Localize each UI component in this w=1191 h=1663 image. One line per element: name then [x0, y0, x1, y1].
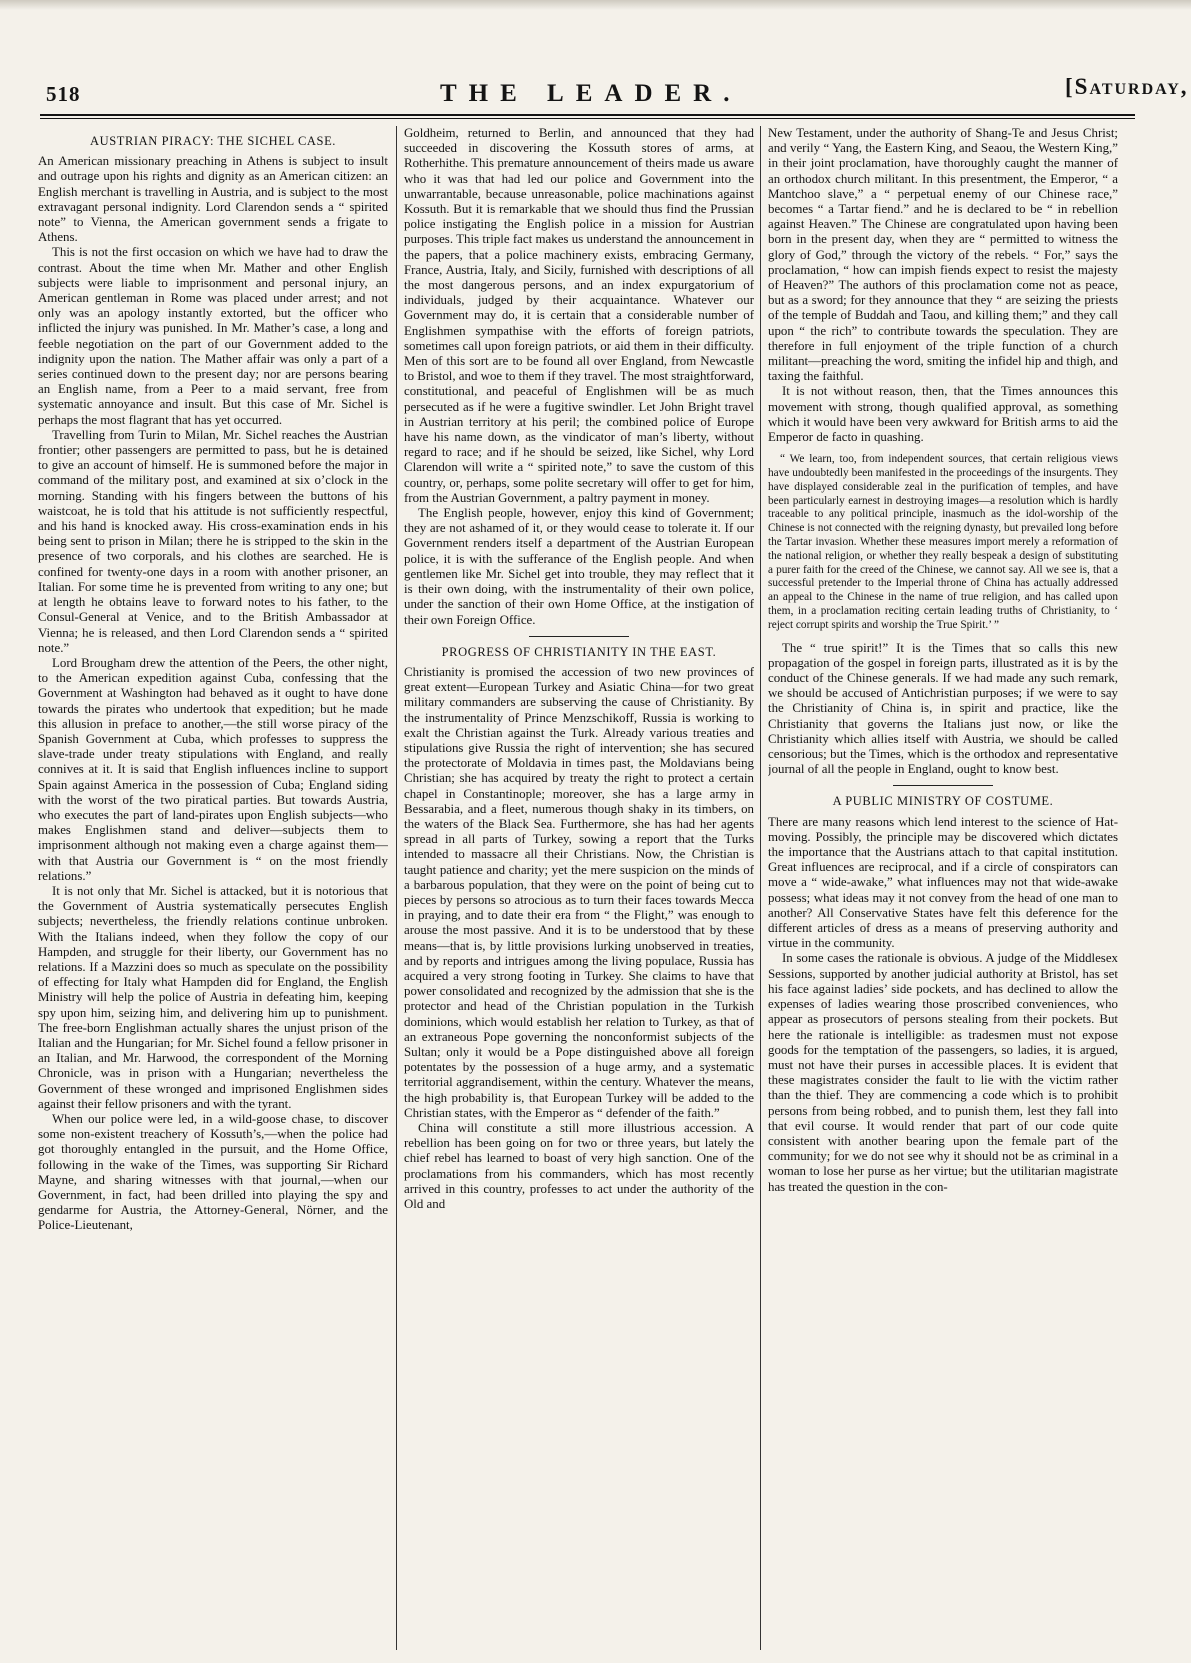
article-paragraph: China will constitute a still more illustrious accession. A rebellion has been going on for two or three years, but lately the chief rebel has learned to boast of very high sanction. One of the proclamations from his commanders, which has most recently arrived in this country, professes to act under the authority of the Old and: [404, 1121, 754, 1212]
column-3: [768, 126, 1118, 1650]
page-number: 518: [46, 82, 81, 106]
article-paragraph: The English people, however, enjoy this kind of Government; they are not ashamed of it, or they would cease to tolerate it. If our Government renders itself a department of the Austrian European police, it is with the sufferance of the English people. And when gentlemen like Mr. Sichel get into trouble, they may reflect that it is their own doing, with the instrumentality of their own police, under the sanction of their own Home Office, at the instigation of their own Foreign Office.: [404, 506, 754, 627]
header-rule: [40, 114, 1135, 119]
quote-text: “ We learn, too, from independent sources, that certain religious views have undoubtedly been manifested in the proceedings of the insurgents. They have displayed considerable zeal in the purification of temples, and have been particularly earnest in destroying images—a resolution which is hardly traceable to any political principle, inasmuch as the idol-worship of the Chinese is not connected with the reigning dynasty, but prevailed long before the Tartar invasion. Whether these measures import merely a reformation of the national religion, or whether they really bespeak a design of substituting a purer faith for the creed of the Chinese, we cannot say. All we see is, that a successful pretender to the Imperial throne of China has actually addressed an appeal to the Chinese in the name of true religion, and has called upon them, in a proclamation reciting certain leading truths of Christianity, to ‘ reject corrupt spirits and worship the True Spirit.’ ”: [768, 453, 1118, 631]
article-title: A PUBLIC MINISTRY OF COSTUME.: [832, 794, 1054, 809]
article-separator: [893, 785, 993, 786]
article-paragraph: Christianity is promised the accession of two new provinces of great extent—European Turkey and Asiatic China—for two great military commanders are subserving the cause of Christianity. By the instrumentality of Prince Menzschikoff, Russia is working to exalt the Christian against the Turk. Already various treaties and stipulations give Russia the right of intervention; she has secured the protectorate of Moldavia in times past, the Moldavians being Christian; she has acquired by treaty the right to protect a certain chapel in Constantinople; moreover, she has a large army in Bessarabia, and a fleet, numerous though shaky in its timbers, on the waters of the Black Sea. Furthermore, she has had her agents spread in all parts of Turkey, sowing a report that the Turks intended to massacre all their Christians. Now, the Christian is taught patience and charity; yet the mere suspicion on the minds of a barbarous population, that they were on the point of being cut to pieces by persons so atrocious as to turn their faces towards Mecca in praying, and to date their era from “ the Flight,” was enough to arouse the most passive. And it is to be understood that by these means—that is, by little provisions lurking unobserved in treaties, and by reports and intrigues among the living populace, Russia has acquired a very strong footing in Turkey. She claims to have that power consolidated and recognized by the admission that she is the protector and head of the Christian population in the Turkish dominions, which would establish her relation to Turkey, as that of an extraneous Pope governing the nonconformist subjects of the Sultan; only it would be a Pope distinguished above all foreign potentates by the possession of a huge army, and a systematic territorial aggrandisement, within the century. Whatever the means, the high probability is, that European Turkey will be added to the Christian states, with the Emperor as “ defender of the faith.”: [404, 664, 754, 1120]
article-separator: [529, 636, 629, 637]
article-paragraph: Travelling from Turin to Milan, Mr. Sichel reaches the Austrian frontier; other passengers are permitted to pass, but he is detained to give an account of himself. He is summoned before the major in command of the military post, and examined at six o’clock in the morning. Standing with his fingers between the buttons of his waistcoat, he is told that his attitude is not sufficiently respectful, and his hand is knocked away. His cross-examination ends in his being sent to prison in Milan; there he is stripped to the skin in the presence of two corporals, and his clothes are searched. He is confined for twenty-one days in a room with another prisoner, an Italian. For some time he is prevented from writing to any one; but at length he obtains leave to forward notes to his father, to the Consul-General at Venice, and to the British Ambassador at Vienna; he is released, and then Lord Clarendon sends a “ spirited note.”: [38, 427, 388, 655]
masthead: THE LEADER.: [440, 80, 742, 107]
article-paragraph-continued: New Testament, under the authority of Shang-Te and Jesus Christ; and verily “ Yang, the Eastern King, and Seaou, the Western King,” in their joint proclamation, have thoroughly caught the manner of an orthodox church militant. In this presentment, the Emperor, “ a Mantchoo slave,” a “ perpetual enemy of our Chinese race,” becomes “ a Tartar fiend.” and he is declared to be “ in rebellion against Heaven.” The Chinese are congratulated upon having been born in the present day, when they are “ permitted to witness the glory of God,” through the victory of the rebels. “ For,” says the proclamation, “ how can impish fiends expect to resist the majesty of Heaven?” The authors of this proclamation come not as peace, but as a sword; for they announce that they “ are seizing the priests of the temple of Buddah and Taou, and killing them;” and they call upon “ the rich” to contribute towards the speculation. They are therefore in full enjoyment of the triple function of a church militant—preaching the word, smiting the infidel hip and thigh, and taxing the faithful.: [768, 126, 1118, 384]
article-paragraph-continued: Goldheim, returned to Berlin, and announced that they had succeeded in discovering the Kossuth stores of arms, at Rotherhithe. This premature announcement of theirs made us aware who it was that had led our police and Government into the unwarrantable, because unreasonable, police machinations against Kossuth. But it is remarkable that we should thus find the Prussian police instigating the English police in a mission for Austrian purposes. This triple fact makes us understand the announcement in the papers, that a police machinery exists, embracing Germany, France, Austria, Italy, and Sicily, furnished with descriptions of all the most dangerous persons, and an index expurgatorium of individuals, judged by their acquaintance. Whatever our Government may do, it is certain that a considerable number of Englishmen sympathise with the efforts of foreign patriots, sometimes call upon foreign patriots, or aid them in their difficulty. Men of this sort are to be found all over England, from Newcastle to Bristol, and woe to them if they travel. The most straightforward, constitutional, and peaceful of Englishmen will be as much persecuted as if he were a fugitive swindler. Let John Bright travel in Austrian territory at his peril; the combined police of Europe have his name down, as the vindicator of man’s liberty, without regard to race; and if he should be seized, like Sichel, why Lord Clarendon will write a “ spirited note,” to save the custom of this country, or, perhaps, some polite secretary will offer to get for him, from the Austrian Government, a paltry payment in money.: [404, 126, 754, 505]
page-top-edge: [0, 0, 1191, 10]
article-paragraph: This is not the first occasion on which we have had to draw the contrast. About the time when Mr. Mather and other English subjects were liable to imprisonment and personal injury, an American gentleman in Rome was placed under arrest; and not only was an apology instantly extorted, but the officer who inflicted the injury was punished. In Mr. Mather’s case, a long and feeble negotiation on the part of our Government added to the indignity upon the nation. The Mather affair was only a part of a series continued down to the present day; nor are persons bearing an English name, from a Peer to a maid servant, free from systematic annoyance and insult. But this case of Mr. Sichel is perhaps the most flagrant that has yet occurred.: [38, 245, 388, 427]
article-paragraph: When our police were led, in a wild-goose chase, to discover some non-existent treachery of Kossuth’s,—when the police had got thoroughly entangled in the pursuit, and the Home Office, following in the wake of the Times, was supporting Sir Richard Mayne, and sharing witnesses with that journal,—when our Government, in fact, had been drilled into playing the spy and gendarme for Austria, the Attorney-General, Nörner, and the Police-Lieutenant,: [38, 1112, 388, 1233]
article-paragraph: The “ true spirit!” It is the Times that so calls this new propagation of the gospel in foreign parts, illustrated as it is by the conduct of the Chinese generals. If we had made any such remark, we should be accused of Antichristian purposes; if we were to say the Christianity of China is, in spirit and practice, like the Christianity that governs the Italians just now, or like the Christianity which allies itself with Austria, we should be called censorious; but the Times, which is the orthodox and representative journal of all the people in England, ought to know best.: [768, 640, 1118, 777]
article-paragraph: It is not only that Mr. Sichel is attacked, but it is notorious that the Government of Austria systematically persecutes English subjects; nevertheless, the friendly relations continue unbroken. With the Italians indeed, when they follow the copy of our Hampden, and struggle for their liberty, our Government has no relations. If a Mazzini does so much as speculate on the possibility of effecting for Italy what Hampden did for England, the English Ministry will help the police of Austria in defeating him, keeping spy upon him, seizing him, and delivering him up to punishment. The free-born Englishman actually shares the unjust prison of the Italian and the Hungarian; for Mr. Sichel found a fellow prisoner in an Italian, and Mr. Harwood, the correspondent of the Morning Chronicle, was in prison with a Hungarian; nevertheless the Government of these wronged and imprisoned Englishmen sides against their fellow prisoners and with the tyrant.: [38, 883, 388, 1111]
article-paragraph: It is not without reason, then, that the Times announces this movement with strong, though qualified approval, as something which it would have been very awkward for British arms to aid the Emperor de facto in quashing.: [768, 384, 1118, 445]
article-paragraph: An American missionary preaching in Athens is subject to insult and outrage upon his rights and dignity as an American citizen: an English merchant is travelling in Austria, and is subject to the most extravagant personal indignity. Lord Clarendon sends a “ spirited note” to Vienna, the American government sends a frigate to Athens.: [38, 154, 388, 245]
article-title: AUSTRIAN PIRACY: THE SICHEL CASE.: [89, 134, 337, 148]
column-2: [404, 126, 754, 1650]
article-paragraph: There are many reasons which lend interest to the science of Hat-moving. Possibly, the principle may be discovered which dictates the importance that the Austrians attach to that capital institution. Great influences are reciprocal, and if a circle of conspirators can move a “ wide-awake,” what influences may not that wide-awake possess; what ideas may it not convey from the head of one man to another? All Conservative States have felt this deference for the different articles of dress as a means of preserving authority and virtue in the community.: [768, 814, 1118, 951]
article-paragraph: Lord Brougham drew the attention of the Peers, the other night, to the American expedition against Cuba, confessing that the Government at Washington had behaved as it ought to have done towards the pirates who undertook that expedition; but he made this allusion in preface to another,—the still worse piracy of the Spanish Government at Cuba, which professes to suppress the slave-trade under treaty stipulations with England, and really connives at it. It is said that English influences incline to support Spain against America in the possession of Cuba; England siding with the worst of the two piratical parties. But towards Austria, who executes the part of land-pirates upon English subjects—who makes Englishmen stand and deliver—subjects them to imprisonment although not making even a charge against them—with that Austria our Government is “ on the most friendly relations.”: [38, 655, 388, 883]
column-1: [38, 126, 388, 1650]
column-divider: [396, 126, 397, 1650]
column-divider: [760, 126, 761, 1650]
article-paragraph: In some cases the rationale is obvious. A judge of the Middlesex Sessions, supported by another judicial authority at Bristol, has set his face against ladies’ side pockets, and has declined to allow the expenses of ladies wearing those proscribed conveniences, who appear as prosecutors of persons stealing from their pockets. But here the rationale is intelligible: as tradesmen must not expose goods for the temptation of the passengers, so ladies, it is argued, must not have their purses in accessible places. It is evident that these magistrates consider the fault to lie with the victim rather than the thief. They are commencing a code which is to prohibit persons from being robbed, and to punish them, lest they fall into that evil course. It would render that part of our code quite consistent with another bearing upon the female part of the community; for we do not see why it should not be as criminal in a woman to lose her purse as her virtue; but the utilitarian magistrate has treated the question in the con-: [768, 951, 1118, 1194]
block-quote: [768, 453, 1118, 632]
article-title: PROGRESS OF CHRISTIANITY IN THE EAST.: [441, 644, 717, 659]
day-header: [Saturday,: [1065, 74, 1189, 99]
